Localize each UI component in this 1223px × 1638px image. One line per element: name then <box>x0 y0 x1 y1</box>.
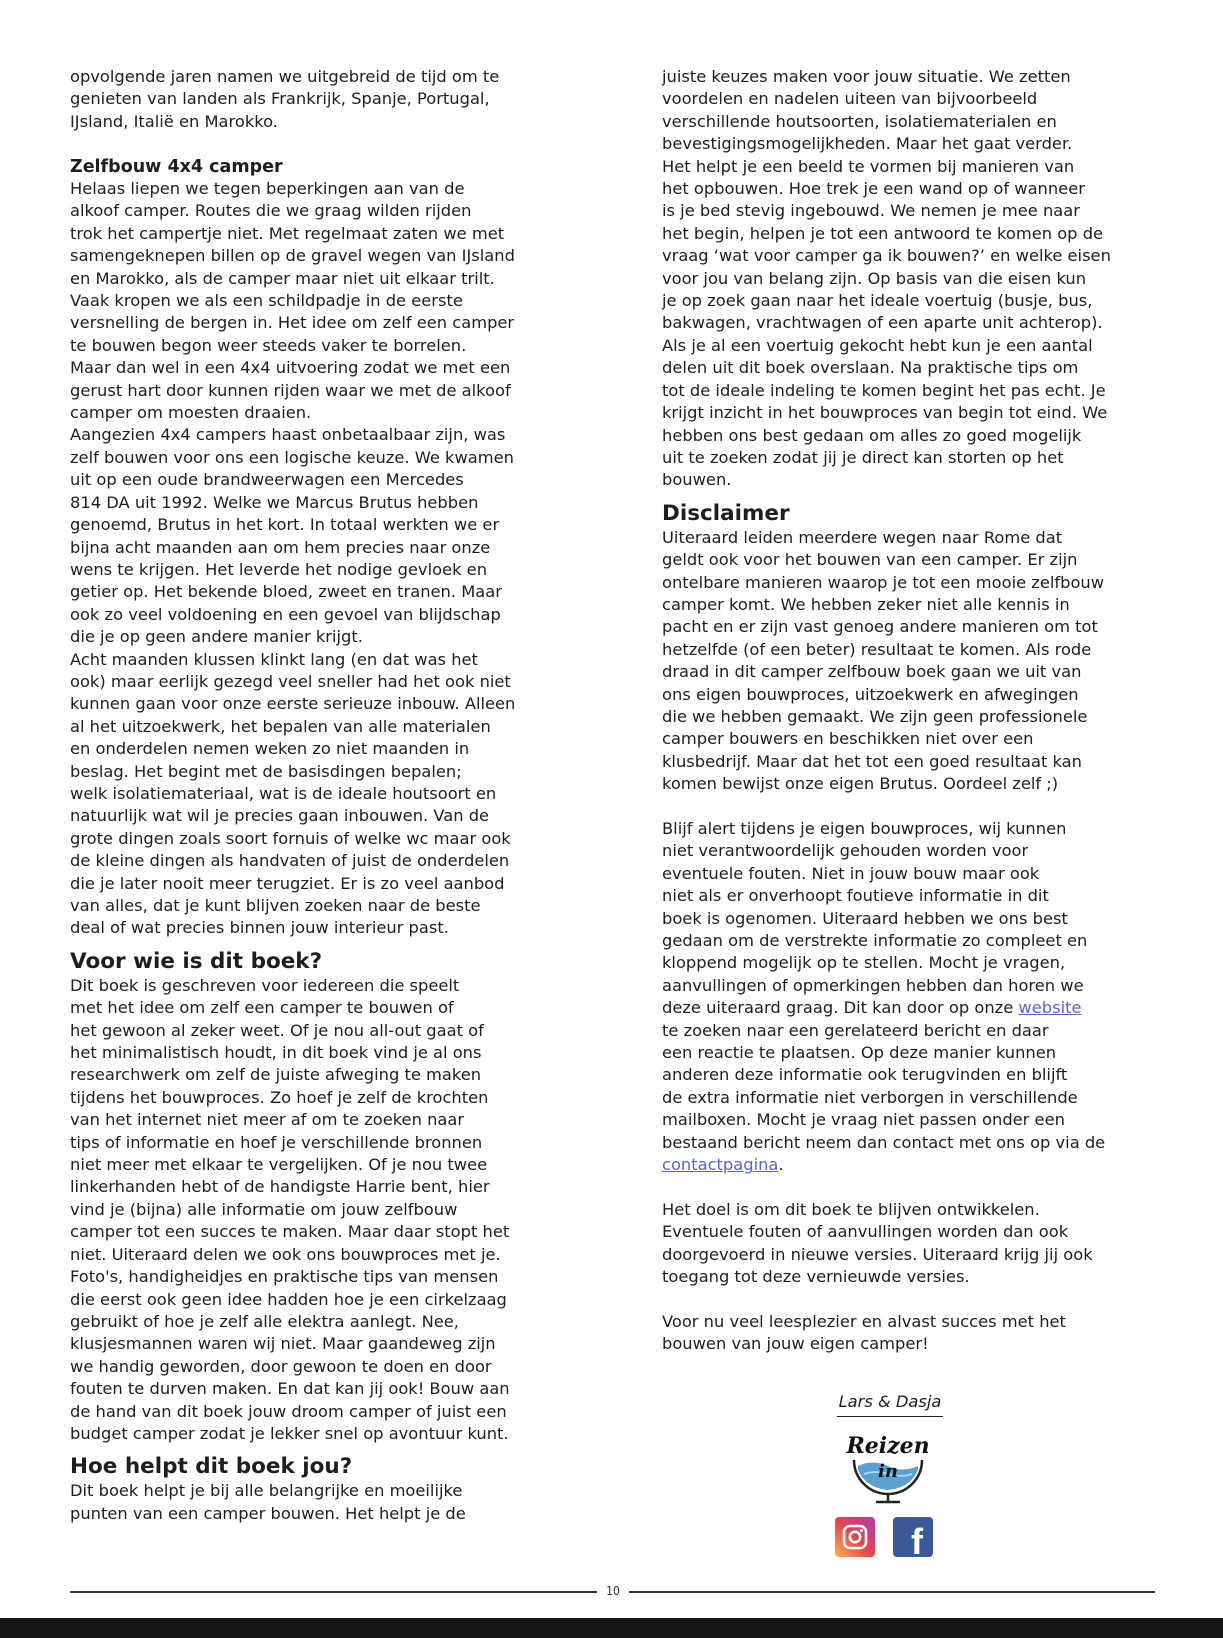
intro-paragraph: opvolgende jaren namen we uitgebreid de tijd om te genieten van landen als Frankrijk, Spanje, Portugal, IJsland, Italië en Marokko. <box>70 67 500 131</box>
logo-text-reizen: Reizen <box>846 1433 930 1459</box>
left-column <box>70 66 575 1525</box>
doel-paragraph: Het doel is om dit boek te blijven ontwikkelen. Eventuele fouten of aanvullingen worden dan ook doorgevoerd in nieuwe versies. Uiteraard krijg jij ook toegang tot deze vernieuwde versies. <box>662 1199 1093 1287</box>
section-heading-hoe-helpt: Hoe helpt dit boek jou? <box>70 1454 353 1480</box>
zelfbouw-paragraph: Helaas liepen we tegen beperkingen aan van de alkoof camper. Routes die we graag wilden rijden trok het campertje niet. Met regelmaat zaten we met samengeknepen billen op de gravel wegen van IJsland en Marokko, als de camper maar niet uit elkaar trilt. Vaak kropen we als een schildpadje in de eerste versnelling de bergen in. Het idee om zelf een camper te bouwen begon weer steeds vaker te borrelen. Maar dan wel in een 4x4 uitvoering zodat we met een gerust hart door kunnen rijden waar we met de alkoof camper om moesten draaien. Aangezien 4x4 campers haast onbetaalbaar zijn, was zelf bouwen voor ons een logische keuze. We kwamen uit op een oude brandweerwagen een Mercedes 814 DA uit 1992. Welke we Marcus Brutus hebben genoemd, Brutus in het kort. In totaal werkten we er bijna acht maanden aan om hem precies naar onze wens te krijgen. Het leverde het nodige gevloek en getier op. Het bekende bloed, zweet en tranen. Maar ook zo veel voldoening en een gevoel van blijdschap die je op geen andere manier krijgt. Acht maanden klussen klinkt lang (en dat was het ook) maar eerlijk gezegd veel sneller had het ook niet kunnen gaan voor onze eerste serieuze inbouw. Alleen al het uitzoekwerk, het bepalen van alle materialen en onderdelen nemen weken zo niet maanden in beslag. Het begint met de basisdingen bepalen; welk isolatiemateriaal, wat is de ideale houtsoort en natuurlijk wat wil je precies gaan inbouwen. Van de grote dingen zoals soort fornuis of welke wc maar ook de kleine dingen als handvaten of juist de onderdelen die je later nooit meer terugziet. Er is zo veel aanbod van alles, dat je kunt blijven zoeken naar de beste deal of wat precies binnen jouw interieur past. <box>70 179 516 938</box>
instagram-icon[interactable] <box>835 1517 875 1557</box>
section-heading-voor-wie: Voor wie is dit boek? <box>70 948 323 974</box>
facebook-icon[interactable] <box>893 1517 933 1557</box>
right-column <box>662 66 1167 1356</box>
footer-divider-right <box>629 1591 1155 1593</box>
section-heading-disclaimer: Disclaimer <box>662 500 790 526</box>
footer-divider-left <box>70 1591 597 1593</box>
alert-paragraph: Blijf alert tijdens je eigen bouwproces, wij kunnen niet verantwoordelijk gehouden worden voor eventuele fouten. Niet in jouw bouw maar ook niet als er onverhoopt foutieve informatie in dit boek is ogenomen. Uiteraard hebben we ons best gedaan om de verstrekte informatie zo compleet en kloppend mogelijk op te stellen. Mocht je vragen, aanvullingen of opmerkingen hebben dan horen we deze uiteraard graag. Dit kan door op onze website te zoeken naar een gerelateerd bericht en daar een reactie te plaatsen. Op deze manier kunnen anderen deze informatie ook terugvinden en blijft de extra informatie niet verborgen in verschillende mailboxen. Mocht je vraag niet passen onder een bestaand bericht neem dan contact met ons op via de contactpagina. <box>662 818 1106 1175</box>
reizen-in-logo <box>838 1426 938 1510</box>
website-link[interactable]: website <box>1018 998 1082 1018</box>
hoe-helpt-continued-paragraph: juiste keuzes maken voor jouw situatie. We zetten voordelen en nadelen uiteen van bijvoorbeeld verschillende houtsoorten, isolatiematerialen en bevestigingsmogelijkheden. Maar het gaat verder. Het helpt je een beeld te vormen bij manieren van het opbouwen. Hoe trek je een wand op of wanneer is je bed stevig ingebouwd. We nemen je mee naar het begin, helpen je tot een antwoord te komen op de vraag ‘wat voor camper ga ik bouwen?’ en welke eisen voor jou van belang zijn. Op basis van die eisen kun je op zoek gaan naar het ideale voertuig (busje, bus, bakwagen, vrachtwagen of een aparte unit achterop). Als je al een voertuig gekocht hebt kun je een aantal delen uit dit boek overslaan. Na praktische tips om tot de ideale indeling te komen begint het pas echt. Je krijgt inzicht in het bouwproces van begin tot eind. We hebben ons best gedaan om alles zo goed mogelijk uit te zoeken zodat jij je direct kan storten op het bouwen. <box>662 67 1111 490</box>
section-heading-zelfbouw: Zelfbouw 4x4 camper <box>70 156 283 177</box>
svg-text:f: f <box>911 1521 923 1557</box>
closing-paragraph: Voor nu veel leesplezier en alvast succes met het bouwen van jouw eigen camper! <box>662 1311 1066 1354</box>
signature-name: Lars & Dasja <box>837 1391 944 1417</box>
page-number: 10 <box>606 1584 620 1598</box>
hoe-helpt-paragraph: Dit boek helpt je bij alle belangrijke en moeilijke punten van een camper bouwen. Het helpt je de <box>70 1481 466 1523</box>
logo-text-in: in <box>878 1461 898 1482</box>
voor-wie-paragraph: Dit boek is geschreven voor iedereen die speelt met het idee om zelf een camper te bouwen of het gewoon al zeker weet. Of je nou all-out gaat of het minimalistisch houdt, in dit boek vind je al ons researchwerk om zelf de juiste afweging te maken tijdens het bouwproces. Zo hoef je zelf de krochten van het internet niet meer af om te zoeken naar tips of informatie en hoef je verschillende bronnen niet meer met elkaar te vergelijken. Of je nou twee linkerhanden hebt of de handigste Harrie bent, hier vind je (bijna) alle informatie om jouw zelfbouw camper tot een succes te maken. Maar daar stopt het niet. Uiteraard delen we ook ons bouwproces met je. Foto's, handigheidjes en praktische tips van mensen die eerst ook geen idee hadden hoe je een cirkelzaag gebruikt of hoe je zelf alle elektra aanlegt. Nee, klusjesmannen waren wij niet. Maar gaandeweg zijn we handig geworden, door gewoon te doen en door fouten te durven maken. En dat kan jij ook! Bouw aan de hand van dit boek jouw droom camper of juist een budget camper zodat je lekker snel op avontuur kunt. <box>70 975 510 1443</box>
bottom-bar <box>0 1618 1223 1638</box>
disclaimer-paragraph: Uiteraard leiden meerdere wegen naar Rome dat geldt ook voor het bouwen van een camper. Er zijn ontelbare manieren waarop je tot een mooie zelfbouw camper komt. We hebben zeker niet alle kennis in pacht en er zijn vast genoeg andere manieren om tot hetzelfde (of een beter) resultaat te komen. Als rode draad in dit camper zelfbouw boek gaan we uit van ons eigen bouwproces, uitzoekwerk en afwegingen die we hebben gemaakt. We zijn geen professionele camper bouwers en beschikken niet over een klusbedrijf. Maar dat het tot een goed resultaat kan komen bewijst onze eigen Brutus. Oordeel zelf ;) <box>662 527 1105 794</box>
signature <box>780 1391 1000 1417</box>
contact-page-link[interactable]: contactpagina <box>662 1155 779 1175</box>
